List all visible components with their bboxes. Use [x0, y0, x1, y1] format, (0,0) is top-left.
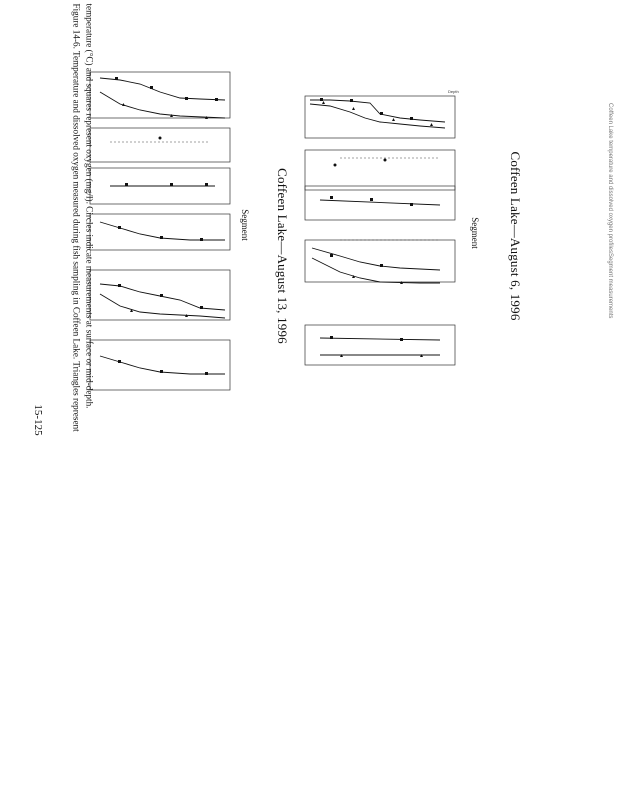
bottom-panel-3 — [90, 168, 230, 204]
bottom-panel-6 — [90, 340, 230, 390]
bottom-panel-5 — [90, 270, 230, 320]
figure-bottom-title: Coffeen Lake—August 13, 1996 — [275, 168, 290, 344]
top-panel-1-depth-label: Depth — [448, 89, 459, 94]
figure-top-segment-label: Segment — [470, 217, 480, 249]
figure-bottom-segment-label: Segment — [240, 209, 250, 241]
figure-caption-line-1: Figure 14-6. Temperature and dissolved oxygen measured during fish sampling in Coffeen Lake. Triangles represent — [71, 3, 82, 432]
figure-top-title: Coffeen Lake—August 6, 1996 — [508, 151, 523, 321]
running-header-2: Segment measurements — [607, 253, 613, 319]
running-header-1: Coffeen Lake temperature and dissolved oxygen profiles — [607, 103, 613, 253]
figure-caption-line-2: temperature (°C) and squares represent oxygen (mg/l). Circles indicate measurements at surface or mid-depth. — [84, 3, 95, 409]
page-number: 15-125 — [32, 404, 44, 436]
bottom-panel-2 — [90, 128, 230, 162]
bottom-panel-1 — [90, 72, 230, 119]
bottom-panel-4 — [90, 214, 230, 250]
